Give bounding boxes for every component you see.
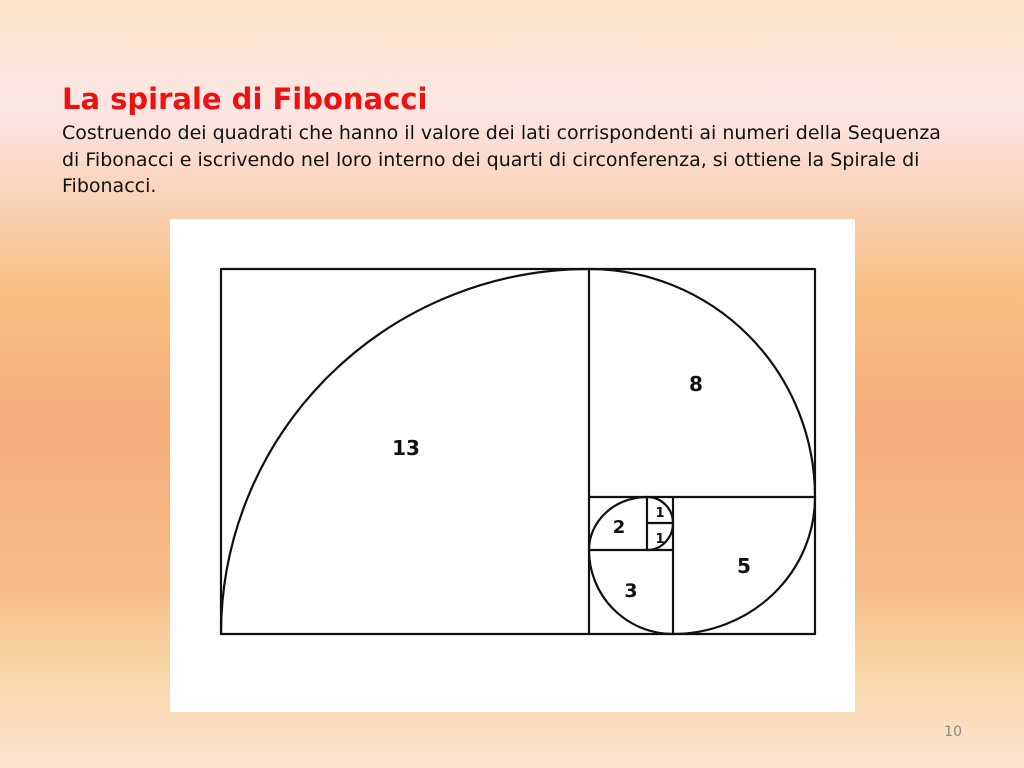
slide-body-text: Costruendo dei quadrati che hanno il valore dei lati corrispondenti ai numeri della Sequenza di Fibonacci e iscrivendo nel loro interno dei quarti di circonferenza, si ottiene la Spirale di Fibonacci. xyxy=(62,122,941,197)
square-label-5: 5 xyxy=(737,554,751,578)
square-label-2: 2 xyxy=(612,517,626,538)
outer-rectangle xyxy=(221,269,815,634)
square-label-3: 3 xyxy=(624,580,638,602)
square-label-13: 13 xyxy=(392,436,420,460)
square-label-1-top: 1 xyxy=(655,506,665,521)
fibonacci-spiral-figure xyxy=(170,219,855,712)
page-number: 10 xyxy=(944,724,962,740)
fibonacci-spiral-diagram xyxy=(170,219,855,712)
square-label-8: 8 xyxy=(689,372,703,396)
slide-title: La spirale di Fibonacci xyxy=(62,82,428,116)
square-label-1-bottom: 1 xyxy=(655,532,665,547)
